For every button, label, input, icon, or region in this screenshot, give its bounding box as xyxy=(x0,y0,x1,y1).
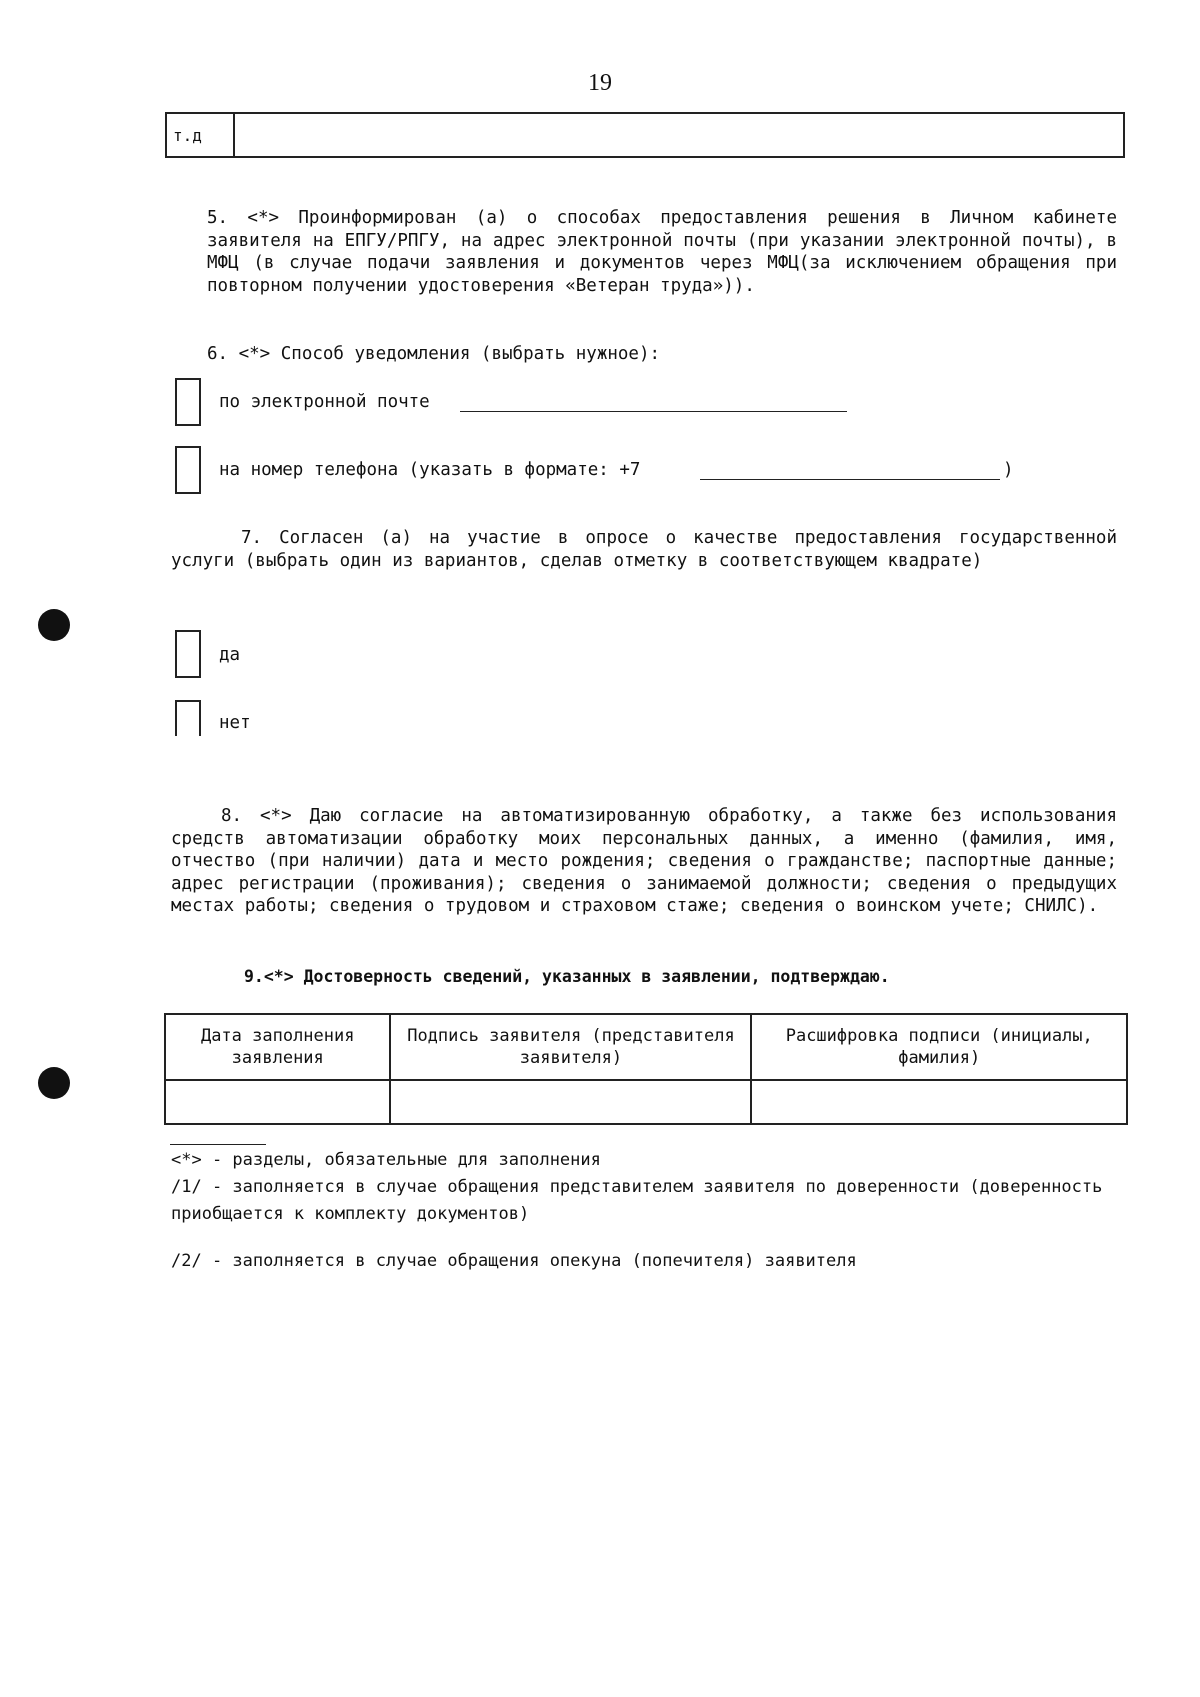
top-table xyxy=(165,112,1125,158)
date-cell[interactable] xyxy=(165,1080,390,1124)
binder-hole-mark xyxy=(38,609,70,641)
phone-close-paren: ) xyxy=(1003,460,1014,480)
header-date: Дата заполнения заявления xyxy=(165,1014,390,1080)
page-number: 19 xyxy=(588,70,612,96)
signature-table xyxy=(164,1013,1128,1125)
no-checkbox[interactable] xyxy=(175,700,201,736)
phone-checkbox[interactable] xyxy=(175,446,201,494)
footnote-required: <*> - разделы, обязательные для заполнения xyxy=(171,1150,601,1170)
phone-option-label: на номер телефона (указать в формате: +7 xyxy=(219,460,641,480)
email-checkbox[interactable] xyxy=(175,378,201,426)
section-5-text: 5. <*> Проинформирован (а) о способах предоставления решения в Личном кабинете заявителя на ЕПГУ/РПГУ, на адрес электронной почты (при указании электронной почты), в МФЦ (в случае подачи заявления и документов через МФЦ(за исключением обращения при повторном получении удостоверения «Ветеран труда»)). xyxy=(207,208,1117,296)
footnote-2: /2/ - заполняется в случае обращения опекуна (попечителя) заявителя xyxy=(171,1251,857,1271)
section-6-title: 6. <*> Способ уведомления (выбрать нужное): xyxy=(207,344,661,364)
email-input-line[interactable] xyxy=(460,393,847,412)
top-table-label: т.д xyxy=(167,114,235,156)
header-signature: Подпись заявителя (представителя заявителя) xyxy=(390,1014,751,1080)
phone-input-line[interactable] xyxy=(700,461,1000,480)
section-8-text: 8. <*> Даю согласие на автоматизированную обработку, а также без использования средств автоматизации обработку моих персональных данных, а именно (фамилия, имя, отчество (при наличии) дата и место рождения; сведения о гражданстве; паспортные данные; адрес регистрации (проживания); сведения о занимаемой должности; сведения о предыдущих местах работы; сведения о трудовом и страховом стаже; сведения о воинском учете; СНИЛС). xyxy=(171,806,1117,916)
yes-option-label: да xyxy=(219,645,241,665)
no-option-label: нет xyxy=(219,713,251,733)
yes-checkbox[interactable] xyxy=(175,630,201,678)
footnote-separator xyxy=(170,1144,266,1145)
section-9-text: 9.<*> Достоверность сведений, указанных в заявлении, подтверждаю. xyxy=(244,967,890,986)
signature-decoding-cell[interactable] xyxy=(751,1080,1127,1124)
email-option-label: по электронной почте xyxy=(219,392,430,412)
header-signature-decoding: Расшифровка подписи (инициалы, фамилия) xyxy=(751,1014,1127,1080)
section-7-text: 7. Согласен (а) на участие в опросе о качестве предоставления государственной услуги (выбрать один из вариантов, сделав отметку в соответствующем квадрате) xyxy=(171,528,1117,571)
signature-cell[interactable] xyxy=(390,1080,751,1124)
footnote-1: /1/ - заполняется в случае обращения представителем заявителя по доверенности (доверенность приобщается к комплекту документов) xyxy=(171,1177,1103,1224)
binder-hole-mark xyxy=(38,1067,70,1099)
